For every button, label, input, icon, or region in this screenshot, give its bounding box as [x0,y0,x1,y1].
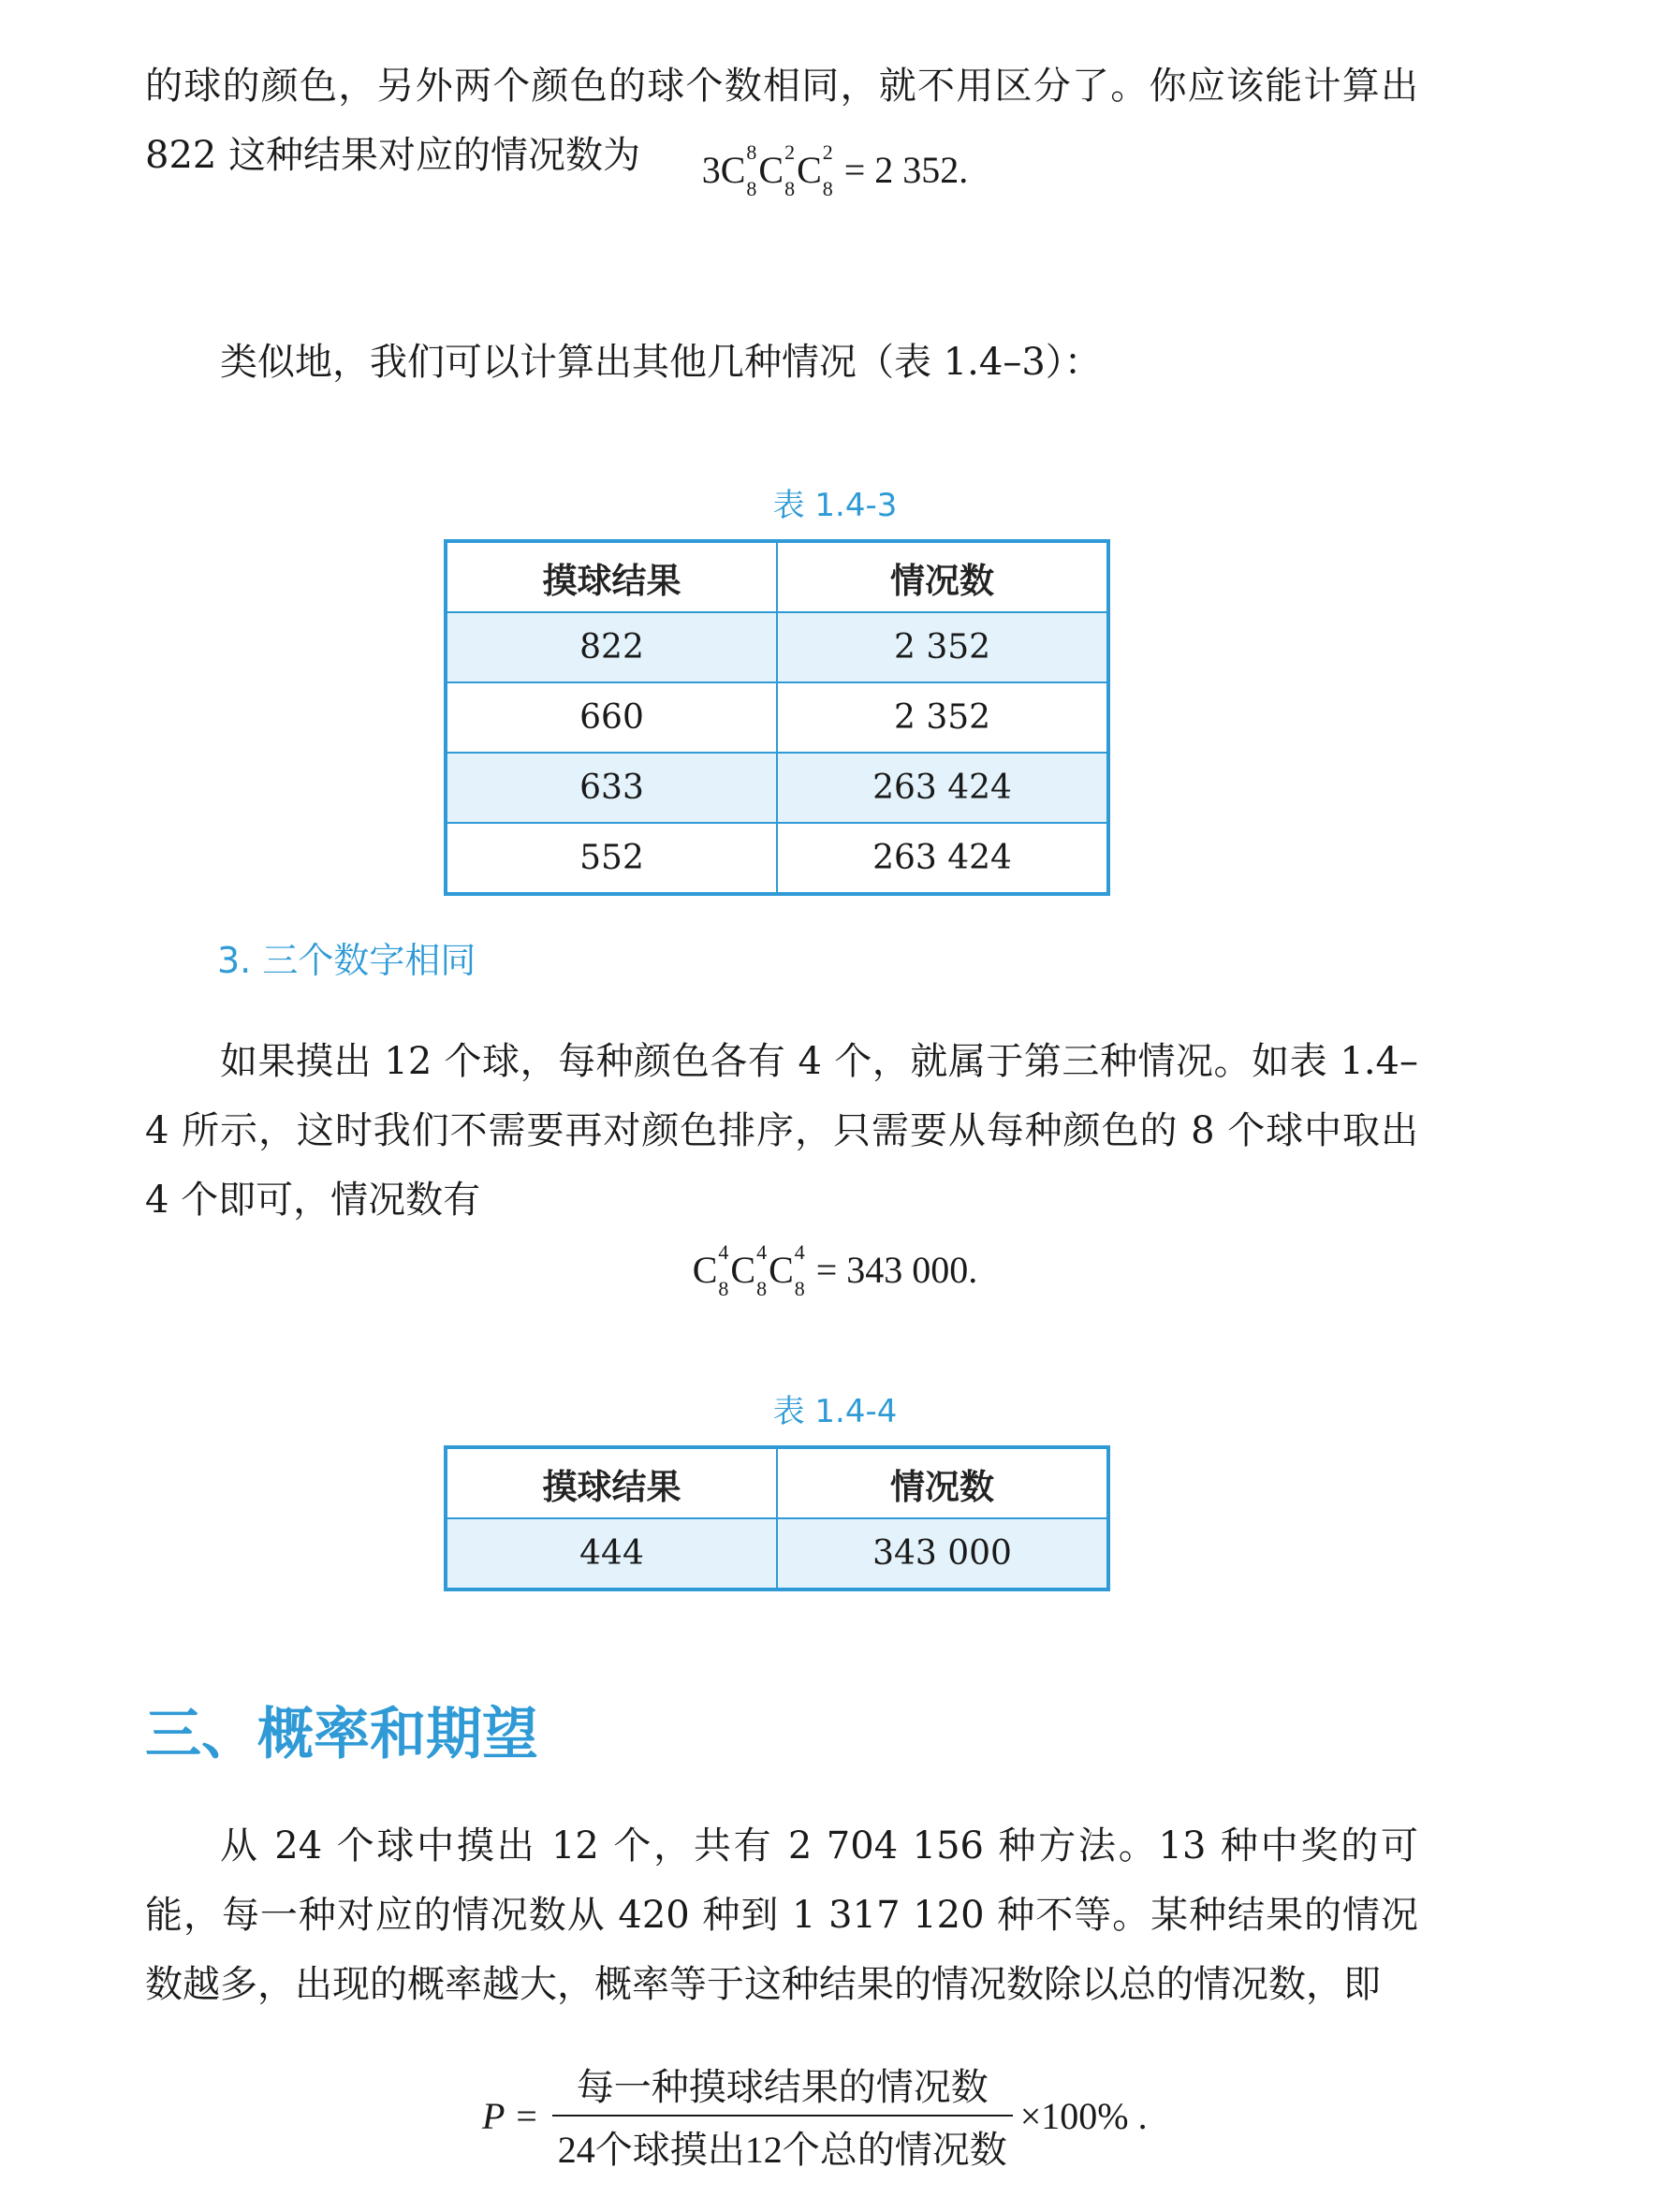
column-header: 摸球结果 [446,541,777,612]
table-row [446,753,1108,823]
fraction [552,2058,1013,2174]
column-header: 摸球结果 [446,1447,777,1518]
table-1-4-3 [444,539,1110,896]
paragraph-intro: 的球的颜色，另外两个颜色的球个数相同，就不用区分了。你应该能计算出 822 这种结果对应的情况数为 [145,65,1418,177]
table-cell: 343 000 [777,1518,1108,1589]
table-row [446,1518,1108,1589]
table-caption: 表 1.4-3 [772,487,898,524]
table-row [446,682,1108,753]
paragraph-similar: 类似地，我们可以计算出其他几种情况（表 1.4–3）： [220,341,1102,384]
paragraph-probability: 从 24 个球中摸出 12 个，共有 2 704 156 种方法。13 种中奖的可能，每一种对应的情况数从 420 种到 1 317 120 种不等。某种结果的情况数越多，出现的概率越大，概率等于这种结果的情况数除以总的情况数，即 [145,1824,1418,2006]
combination-term: C 2 8 [797,140,833,200]
table-cell: 822 [446,612,777,682]
combination-term: C 4 8 [692,1240,729,1300]
table-cell: 633 [446,753,777,823]
table-1-4-4 [444,1445,1110,1591]
section-heading: 三、概率和期望 [145,1702,538,1767]
formula-rhs: ×100% . [1019,2094,1148,2137]
table-cell: 660 [446,682,777,753]
formula-coefficient: 3 [701,149,721,191]
formula-result: = 343 000. [815,1249,978,1291]
table-cell: 263 424 [777,823,1108,894]
combination-term: C 4 8 [769,1240,805,1300]
fraction-numerator: 每一种摸球结果的情况数 [576,2066,989,2108]
subsection-heading: 3. 三个数字相同 [217,940,476,981]
table-row [446,823,1108,894]
paragraph-three-same: 如果摸出 12 个球，每种颜色各有 4 个，就属于第三种情况。如表 1.4–4 所示，这时我们不需要再对颜色排序，只需要从每种颜色的 8 个球中取出 4 个即可，情况数有 [145,1040,1418,1222]
formula-result: = 2 352. [843,149,969,191]
combination-term: C 2 8 [758,140,796,200]
table-row [446,612,1108,682]
table-cell: 552 [446,823,777,894]
table-cell: 2 352 [777,612,1108,682]
table-cell: 444 [446,1518,777,1589]
combination-term: C 4 8 [730,1240,768,1300]
table-caption: 表 1.4-4 [772,1393,898,1430]
column-header: 情况数 [777,541,1108,612]
table-header-row [446,1447,1108,1518]
column-header: 情况数 [777,1447,1108,1518]
table-cell: 263 424 [777,753,1108,823]
table-header-row [446,541,1108,612]
formula-444-count [0,1240,1670,1300]
formula-lhs: P = [482,2094,539,2137]
probability-formula [482,2059,1148,2172]
table-cell: 2 352 [777,682,1108,753]
formula-822-count [0,140,1670,200]
fraction-denominator: 24个球摸出12个总的情况数 [552,2115,1013,2174]
combination-term: C 8 8 [720,140,757,200]
